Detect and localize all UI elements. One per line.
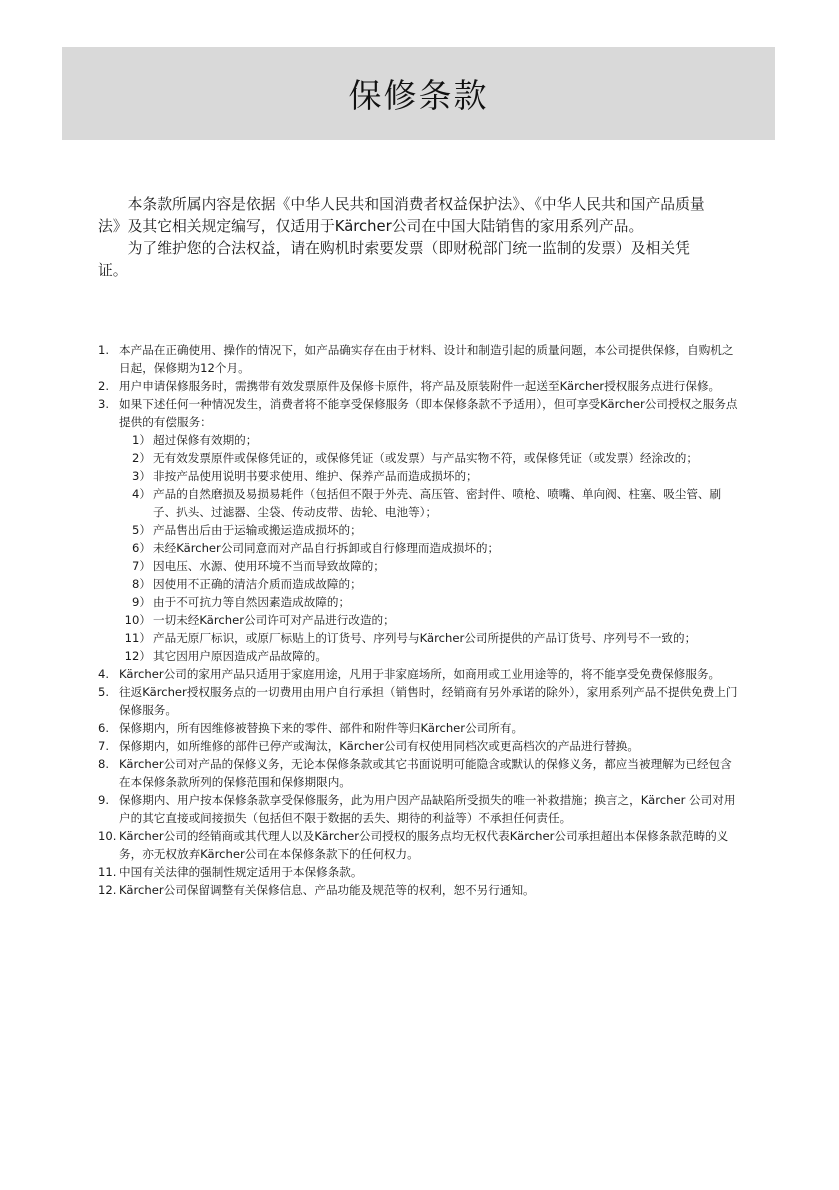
- intro-paragraph-2: 为了维护您的合法权益，请在购机时索要发票（即财税部门统一监制的发票）及相关凭证。: [98, 240, 690, 279]
- term-number: 2.: [98, 379, 110, 393]
- term-text: 往返Kärcher授权服务点的一切费用由用户自行承担（销售时，经销商有另外承诺的除外），家用系列产品不提供免费上门保修服务。: [119, 685, 738, 717]
- term-text: 保修期内，如所维修的部件已停产或淘汰，Kärcher公司有权使用同档次或更高档次的产品进行替换。: [119, 739, 639, 753]
- term-text: 如果下述任何一种情况发生，消费者将不能享受保修服务（即本保修条款不予适用），但可享受Kärcher公司授权之服务点提供的有偿服务：: [119, 397, 738, 429]
- exclusion-text: 超过保修有效期的；: [153, 433, 258, 447]
- term-item: [98, 377, 738, 395]
- term-number: 7.: [98, 739, 110, 753]
- exclusion-number: 10）: [124, 613, 151, 627]
- intro-paragraph-1: 本条款所属内容是依据《中华人民共和国消费者权益保护法》、《中华人民共和国产品质量法》及其它相关规定编写，仅适用于Kärcher公司在中国大陆销售的家用系列产品。: [98, 196, 705, 235]
- exclusion-number: 3）: [132, 469, 151, 483]
- exclusion-text: 产品无原厂标识，或原厂标贴上的订货号、序列号与Kärcher公司所提供的产品订货号、序列号不一致的；: [153, 631, 697, 645]
- exclusion-item: [119, 557, 738, 575]
- term-text: 用户申请保修服务时，需携带有效发票原件及保修卡原件，将产品及原装附件一起送至Kärcher授权服务点进行保修。: [119, 379, 721, 393]
- exclusion-number: 6）: [132, 541, 151, 555]
- term-item: [98, 755, 738, 791]
- terms-section: [98, 341, 738, 899]
- exclusion-item: [119, 449, 738, 467]
- exclusion-item: [119, 485, 738, 521]
- exclusion-item: [119, 611, 738, 629]
- term-item: [98, 791, 738, 827]
- term-text: 保修期内、用户按本保修条款享受保修服务，此为用户因产品缺陷所受损失的唯一补救措施；换言之，Kärcher 公司对用户的其它直接或间接损失（包括但不限于数据的丢失、期待的利益等）不承担任何责任。: [119, 793, 736, 825]
- exclusion-text: 其它因用户原因造成产品故障的。: [153, 649, 327, 663]
- term-item: [98, 737, 738, 755]
- exclusion-text: 因电压、水源、使用环境不当而导致故障的；: [153, 559, 385, 573]
- term-text: Kärcher公司对产品的保修义务，无论本保修条款或其它书面说明可能隐含或默认的保修义务，都应当被理解为已经包含在本保修条款所列的保修范围和保修期限内。: [119, 757, 732, 789]
- term-item: [98, 395, 738, 665]
- title-banner: [62, 47, 775, 140]
- term-item: [98, 863, 738, 881]
- term-number: 6.: [98, 721, 110, 735]
- exclusion-number: 9）: [132, 595, 151, 609]
- exclusion-text: 产品的自然磨损及易损易耗件（包括但不限于外壳、高压管、密封件、喷枪、喷嘴、单向阀、柱塞、吸尘管、刷子、扒头、过滤器、尘袋、传动皮带、齿轮、电池等）；: [153, 487, 722, 519]
- exclusion-text: 未经Kärcher公司同意而对产品自行拆卸或自行修理而造成损坏的；: [153, 541, 500, 555]
- exclusion-number: 12）: [124, 649, 151, 663]
- page-title: 保修条款: [348, 76, 489, 115]
- exclusion-text: 产品售出后由于运输或搬运造成损坏的；: [153, 523, 362, 537]
- exclusion-text: 因使用不正确的清洁介质而造成故障的；: [153, 577, 362, 591]
- exclusion-item: [119, 593, 738, 611]
- term-text: Kärcher公司的家用产品只适用于家庭用途，凡用于非家庭场所，如商用或工业用途等的，将不能享受免费保修服务。: [119, 667, 721, 681]
- terms-list: [98, 341, 738, 899]
- exclusions-list: [119, 431, 738, 665]
- exclusion-item: [119, 575, 738, 593]
- term-number: 9.: [98, 793, 110, 807]
- exclusion-number: 1）: [132, 433, 151, 447]
- exclusion-item: [119, 431, 738, 449]
- term-text: 本产品在正确使用、操作的情况下，如产品确实存在由于材料、设计和制造引起的质量问题，本公司提供保修，自购机之日起，保修期为12个月。: [119, 343, 734, 375]
- term-item: [98, 683, 738, 719]
- exclusion-number: 11）: [124, 631, 151, 645]
- term-number: 4.: [98, 667, 110, 681]
- exclusion-item: [119, 629, 738, 647]
- term-number: 10.: [98, 829, 117, 843]
- term-text: 中国有关法律的强制性规定适用于本保修条款。: [119, 865, 363, 879]
- exclusion-number: 8）: [132, 577, 151, 591]
- term-number: 8.: [98, 757, 110, 771]
- term-number: 3.: [98, 397, 110, 411]
- term-text: Kärcher公司保留调整有关保修信息、产品功能及规范等的权利，恕不另行通知。: [119, 883, 535, 897]
- exclusion-text: 由于不可抗力等自然因素造成故障的；: [153, 595, 351, 609]
- exclusion-number: 4）: [132, 487, 151, 501]
- term-number: 5.: [98, 685, 110, 699]
- term-item: [98, 827, 738, 863]
- term-text: Kärcher公司的经销商或其代理人以及Kärcher公司授权的服务点均无权代表Kärcher公司承担超出本保修条款范畴的义务，亦无权放弃Kärcher公司在本保修条款下的任何权力。: [119, 829, 729, 861]
- exclusion-number: 5）: [132, 523, 151, 537]
- exclusion-text: 一切未经Kärcher公司许可对产品进行改造的；: [153, 613, 395, 627]
- intro-section: [98, 194, 718, 282]
- exclusion-item: [119, 467, 738, 485]
- exclusion-item: [119, 539, 738, 557]
- exclusion-number: 2）: [132, 451, 151, 465]
- term-number: 12.: [98, 883, 117, 897]
- term-item: [98, 341, 738, 377]
- term-number: 11.: [98, 865, 117, 879]
- exclusion-text: 无有效发票原件或保修凭证的，或保修凭证（或发票）与产品实物不符，或保修凭证（或发票）经涂改的；: [153, 451, 698, 465]
- exclusion-number: 7）: [132, 559, 151, 573]
- term-item: [98, 881, 738, 899]
- term-number: 1.: [98, 343, 110, 357]
- exclusion-item: [119, 521, 738, 539]
- term-text: 保修期内，所有因维修被替换下来的零件、部件和附件等归Kärcher公司所有。: [119, 721, 524, 735]
- exclusion-item: [119, 647, 738, 665]
- term-item: [98, 719, 738, 737]
- term-item: [98, 665, 738, 683]
- exclusion-text: 非按产品使用说明书要求使用、维护、保养产品而造成损坏的；: [153, 469, 478, 483]
